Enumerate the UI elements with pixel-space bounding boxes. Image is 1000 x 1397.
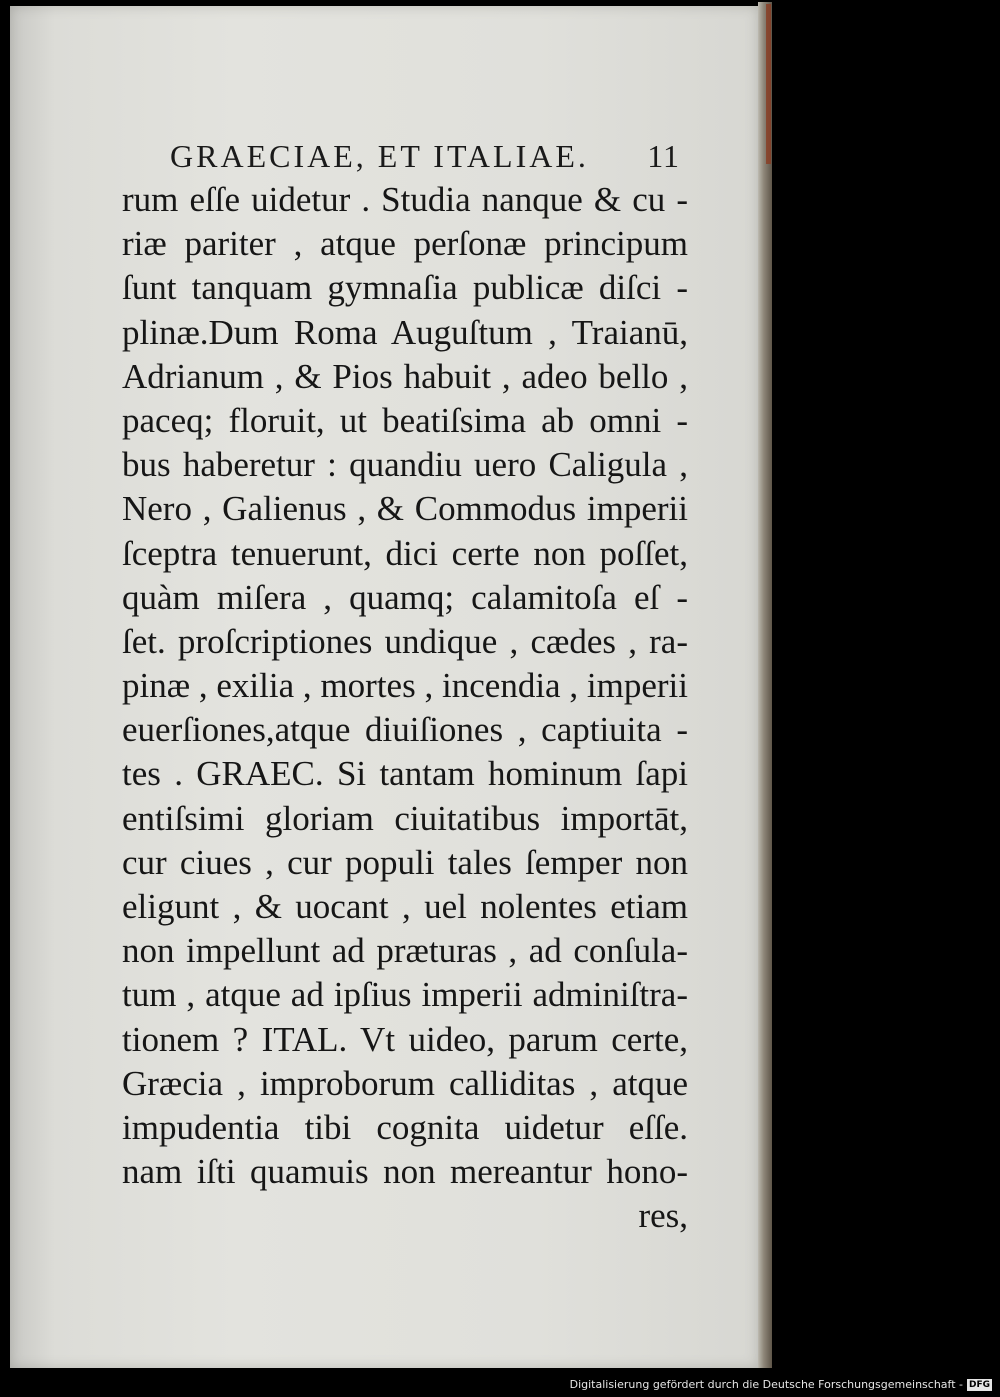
text-line: pinæ , exilia , mortes , incendia , imperii: [122, 666, 688, 706]
text-line: euerſiones,atque diuiſiones , captiuita -: [122, 710, 688, 750]
text-line: paceq; floruit, ut beatiſsima ab omni -: [122, 400, 688, 440]
text-line: riæ pariter , atque perſonæ principum: [122, 224, 688, 264]
credit-text: Digitalisierung gefördert durch die Deutsche Forschungsgemeinschaft -: [569, 1378, 963, 1391]
text-line: Nero , Galienus , & Commodus imperii: [122, 489, 688, 529]
text-line: non impellunt ad præturas , ad conſula-: [122, 931, 688, 971]
text-line: nam iſti quamuis non mereantur hono-: [122, 1152, 688, 1192]
digitization-credit: [570, 1378, 992, 1391]
text-line: entiſsimi gloriam ciuitatibus importāt,: [122, 798, 688, 838]
text-line: ſunt tanquam gymnaſia publicæ diſci -: [122, 268, 688, 308]
text-line: impudentia tibi cognita uidetur eſſe.: [122, 1107, 688, 1147]
page-edge-tint: [766, 4, 771, 164]
text-line: ſet. proſcriptiones undique , cædes , ra-: [122, 621, 688, 661]
text-line: plinæ.Dum Roma Auguſtum , Traianū,: [122, 312, 688, 352]
text-line: tum , atque ad ipſius imperii adminiſtra-: [122, 975, 688, 1015]
text-line: cur ciues , cur populi tales ſemper non: [122, 842, 688, 882]
page-number: 11: [647, 138, 680, 174]
text-line: tionem ? ITAL. Vt uideo, parum certe,: [122, 1019, 688, 1059]
running-head-title: GRAECIAE, ET ITALIAE.: [170, 138, 589, 174]
text-line: rum eſſe uidetur . Studia nanque & cu -: [122, 180, 688, 219]
text-line: quàm miſera , quamq; calamitoſa eſ -: [122, 577, 688, 617]
catchword: res,: [638, 1196, 688, 1236]
body-text: [122, 178, 688, 1239]
text-line: eligunt , & uocant , uel nolentes etiam: [122, 887, 688, 926]
running-head: [170, 138, 690, 175]
text-line: tes . GRAEC. Si tantam hominum ſapi: [122, 754, 688, 794]
text-line: Adrianum , & Pios habuit , adeo bello ,: [122, 356, 688, 396]
text-line: ſceptra tenuerunt, dici certe non poſſet,: [122, 533, 688, 573]
text-line: bus haberetur : quandiu uero Caligula ,: [122, 445, 688, 485]
dfg-logo: DFG: [968, 1379, 990, 1390]
text-line: Græcia , improborum calliditas , atque: [122, 1063, 688, 1103]
page-edge: [758, 2, 772, 1368]
